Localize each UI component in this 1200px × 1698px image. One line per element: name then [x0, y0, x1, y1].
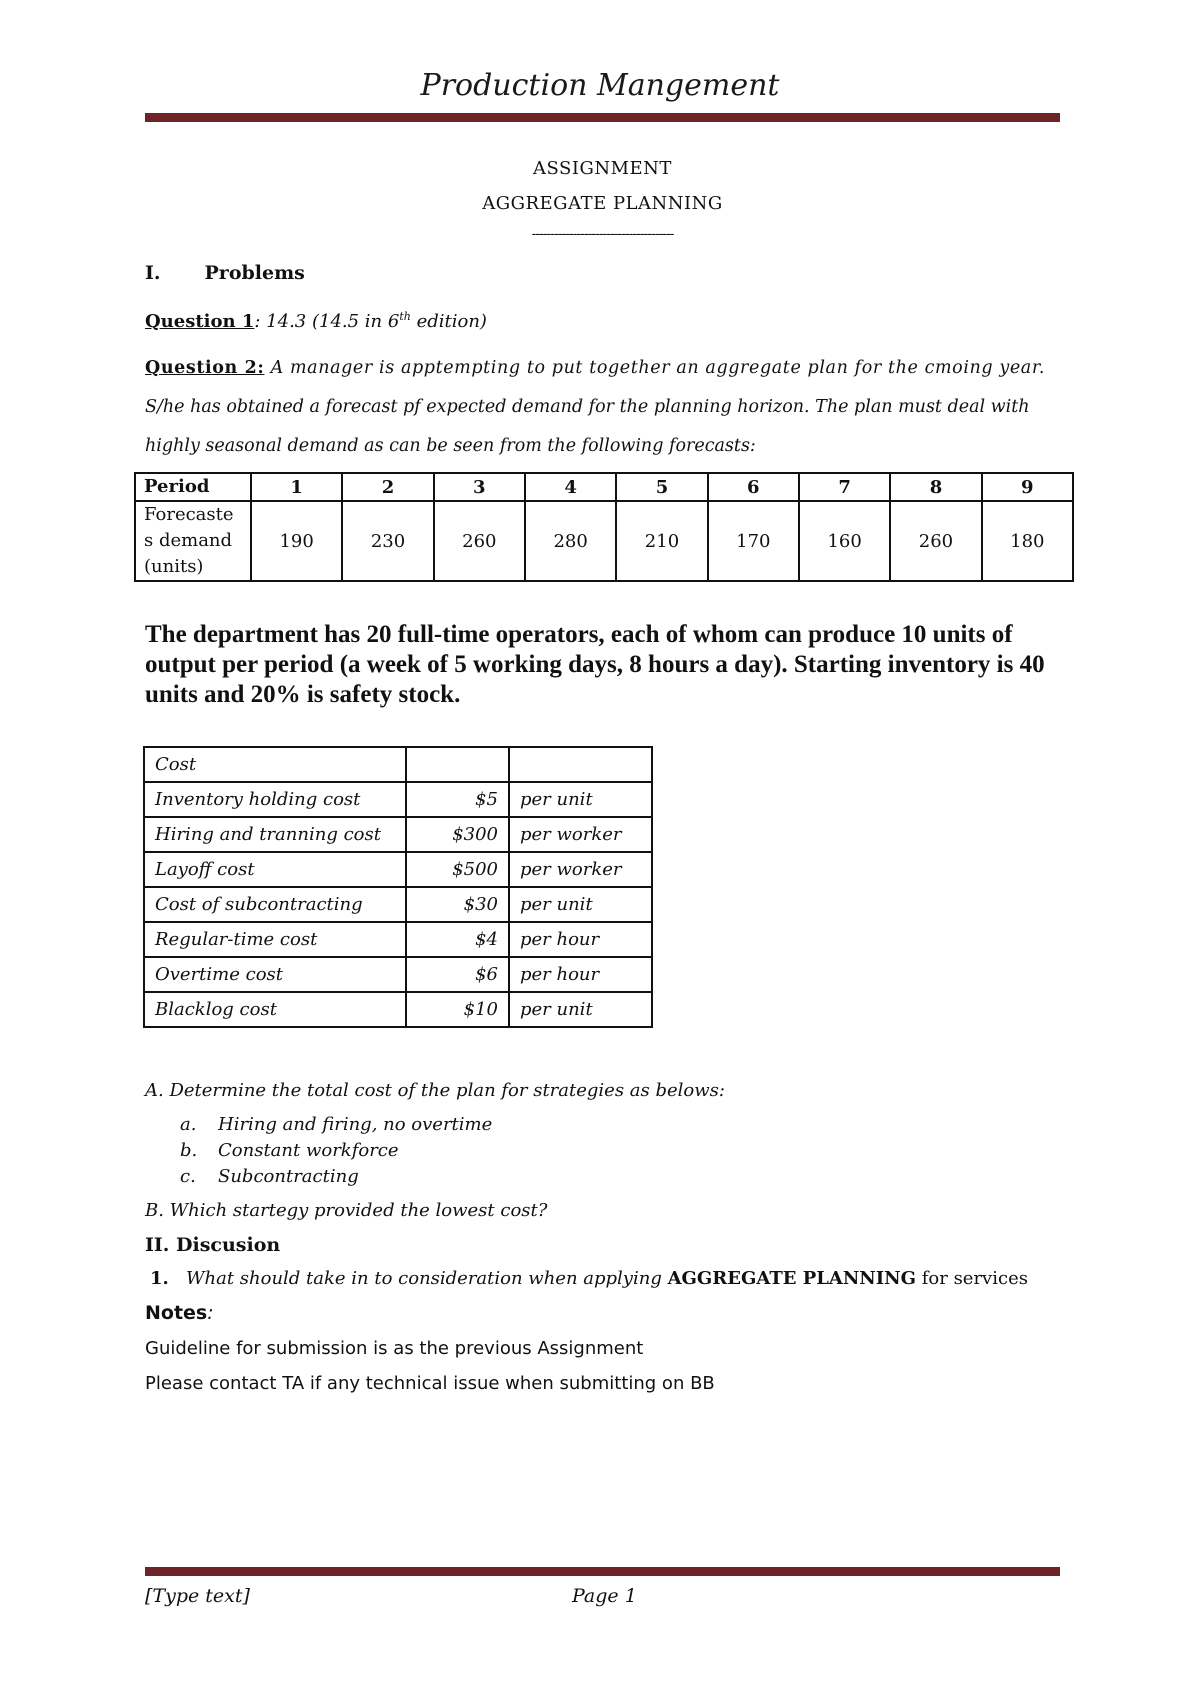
department-description: The department has 20 full-time operators, each of whom can produce 10 units of output per period (a week of 5 working days, 8 hours a day). Starting inventory is 40 units and 20% is safety stock.: [145, 621, 1045, 708]
discussion-bold: AGGREGATE PLANNING: [667, 1268, 917, 1289]
footer-left: [Type text]: [145, 1585, 250, 1607]
demand-header-line: Forecaste: [144, 504, 234, 525]
demand-cell: 260: [434, 501, 525, 581]
notes-colon: :: [207, 1302, 214, 1324]
demand-cell: 160: [799, 501, 890, 581]
cost-header: Cost: [144, 747, 406, 782]
question-1-label: Question 1: [145, 311, 255, 332]
footer-page-number: Page 1: [572, 1585, 637, 1607]
aggregate-planning-title: AGGREGATE PLANNING: [482, 193, 723, 214]
cost-unit: per unit: [509, 782, 652, 817]
question-1-text: : 14.3 (14.5 in 6: [254, 311, 400, 332]
cost-unit: per hour: [509, 922, 652, 957]
part-a-item: [180, 1140, 399, 1161]
cost-name: Cost of subcontracting: [144, 887, 406, 922]
notes-heading: [145, 1302, 214, 1324]
cost-row: [144, 992, 652, 1027]
period-cell: 9: [982, 473, 1073, 501]
footer-rule: [145, 1567, 1060, 1576]
item-marker: c.: [180, 1166, 196, 1187]
part-b-text: B. Which startegy provided the lowest cost?: [145, 1200, 548, 1221]
demand-cell: 230: [342, 501, 433, 581]
section-problems-heading: [145, 262, 305, 284]
cost-row: [144, 887, 652, 922]
period-cell: 6: [708, 473, 799, 501]
cost-header-row: [144, 747, 652, 782]
item-text: Constant workforce: [218, 1140, 399, 1161]
notes-line-2: Please contact TA if any technical issue when submitting on BB: [145, 1373, 715, 1394]
cost-unit: per unit: [509, 887, 652, 922]
demand-cell: 280: [525, 501, 616, 581]
cost-row: [144, 817, 652, 852]
question-2-line3: highly seasonal demand as can be seen from the following forecasts:: [145, 436, 756, 456]
cost-table: [143, 746, 653, 1028]
forecast-demand-row: [135, 501, 1073, 581]
period-cell: 8: [890, 473, 981, 501]
forecast-table: [134, 472, 1074, 582]
cost-unit: per unit: [509, 992, 652, 1027]
demand-header-line: s demand: [144, 530, 233, 551]
cost-unit: per worker: [509, 817, 652, 852]
cost-header-empty: [406, 747, 509, 782]
period-cell: 4: [525, 473, 616, 501]
cost-value: $30: [406, 887, 509, 922]
section-discussion-heading: II. Discusion: [145, 1234, 281, 1256]
demand-cell: 210: [616, 501, 707, 581]
assignment-title: ASSIGNMENT: [533, 158, 672, 179]
demand-header-line: (units): [144, 556, 204, 577]
cost-row: [144, 957, 652, 992]
cost-unit: per hour: [509, 957, 652, 992]
notes-line-1: Guideline for submission is as the previous Assignment: [145, 1338, 644, 1359]
part-a-item: [180, 1114, 492, 1135]
cost-name: Blacklog cost: [144, 992, 406, 1027]
cost-name: Hiring and tranning cost: [144, 817, 406, 852]
cost-name: Layoff cost: [144, 852, 406, 887]
question-1-sup: th: [399, 310, 411, 323]
cost-value: $500: [406, 852, 509, 887]
section-label: Problems: [204, 262, 305, 284]
discussion-tail: for services: [916, 1268, 1028, 1289]
item-marker: b.: [180, 1140, 198, 1161]
cost-value: $5: [406, 782, 509, 817]
discussion-number: 1.: [150, 1268, 169, 1289]
header-rule: [145, 113, 1060, 122]
period-cell: 7: [799, 473, 890, 501]
item-text: Subcontracting: [218, 1166, 359, 1187]
cost-name: Inventory holding cost: [144, 782, 406, 817]
question-2-label: Question 2:: [145, 358, 265, 378]
forecast-header-row: [135, 473, 1073, 501]
cost-value: $4: [406, 922, 509, 957]
cost-value: $10: [406, 992, 509, 1027]
question-2-line1: A manager is apptempting to put together an aggregate plan for the cmoing year.: [264, 358, 1046, 378]
period-header: Period: [135, 473, 251, 501]
period-cell: 3: [434, 473, 525, 501]
part-a-item: [180, 1166, 359, 1187]
cost-name: Regular-time cost: [144, 922, 406, 957]
demand-header: [135, 501, 251, 581]
title-divider: --------------------------------------: [531, 226, 674, 242]
cost-name: Overtime cost: [144, 957, 406, 992]
header-title: Production Mangement: [420, 68, 780, 103]
item-marker: a.: [180, 1114, 197, 1135]
demand-cell: 180: [982, 501, 1073, 581]
period-cell: 5: [616, 473, 707, 501]
demand-cell: 190: [251, 501, 342, 581]
cost-value: $300: [406, 817, 509, 852]
demand-cell: 260: [890, 501, 981, 581]
item-text: Hiring and firing, no overtime: [218, 1114, 493, 1135]
cost-unit: per worker: [509, 852, 652, 887]
period-cell: 2: [342, 473, 433, 501]
part-a-text: A. Determine the total cost of the plan for strategies as belows:: [145, 1080, 725, 1101]
question-1: [145, 310, 487, 332]
cost-row: [144, 852, 652, 887]
demand-cell: 170: [708, 501, 799, 581]
discussion-item: [150, 1268, 1028, 1289]
notes-label: Notes: [145, 1302, 208, 1324]
cost-row: [144, 782, 652, 817]
period-cell: 1: [251, 473, 342, 501]
discussion-text: What should take in to consideration when applying: [186, 1268, 668, 1289]
cost-value: $6: [406, 957, 509, 992]
cost-header-empty: [509, 747, 652, 782]
question-2: [145, 349, 1060, 466]
question-1-tail: edition): [410, 311, 487, 332]
section-number: I.: [145, 262, 161, 284]
question-2-line2: S/he has obtained a forecast pf expected demand for the planning horizon. The plan must deal with: [145, 397, 1030, 417]
cost-row: [144, 922, 652, 957]
